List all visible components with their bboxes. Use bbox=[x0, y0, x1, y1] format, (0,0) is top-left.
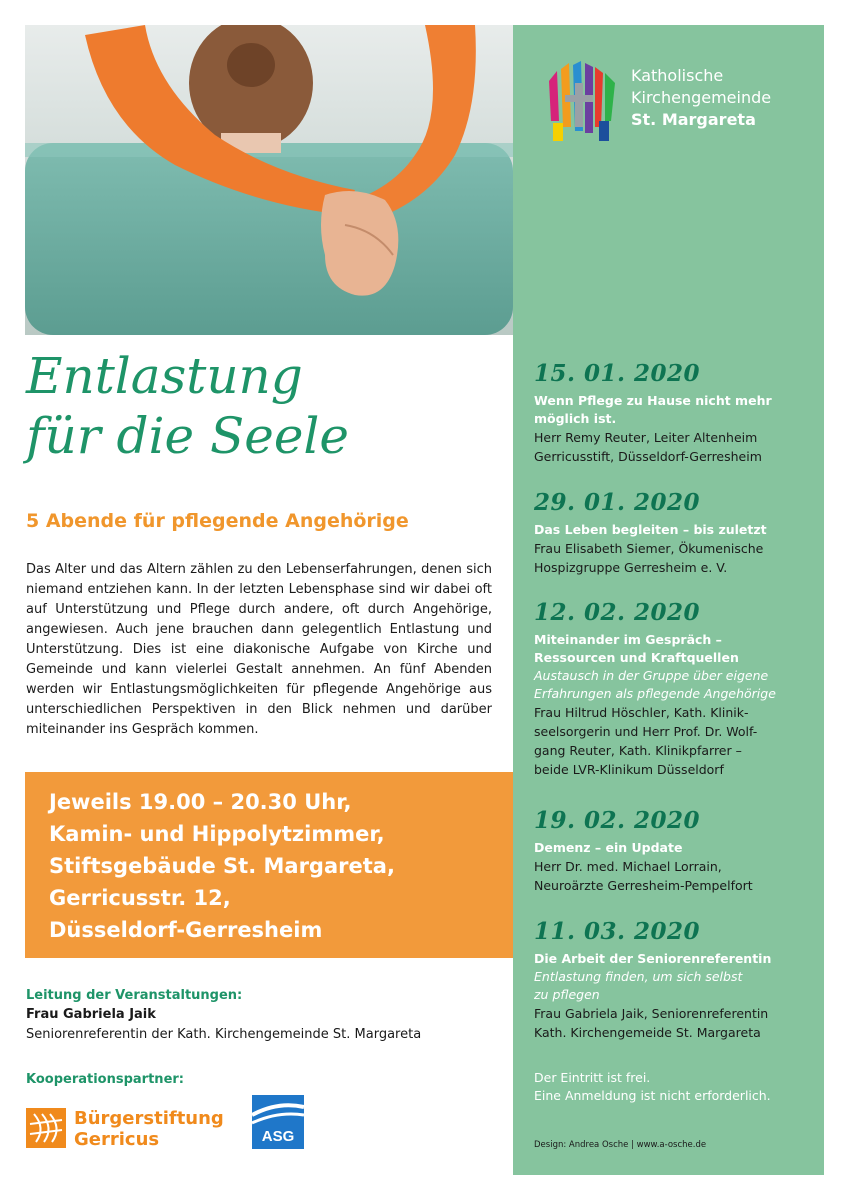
program-sidebar bbox=[513, 25, 824, 1175]
venue-box bbox=[25, 772, 513, 958]
event-title: Ressourcen und Kraftquellen bbox=[534, 650, 739, 665]
event-title: Das Leben begleiten – bis zuletzt bbox=[534, 522, 767, 537]
buergerstiftung-logo-icon bbox=[26, 1108, 66, 1148]
event-title: Wenn Pflege zu Hause nicht mehr bbox=[534, 393, 772, 408]
event-speaker: Frau Hiltrud Höschler, Kath. Klinik- bbox=[534, 705, 749, 720]
venue-room: Kamin- und Hippolytzimmer, bbox=[49, 822, 385, 846]
event-date: 15. 01. 2020 bbox=[534, 360, 701, 387]
design-credit: Design: Andrea Osche | www.a-osche.de bbox=[534, 1140, 707, 1150]
event-speaker: Frau Elisabeth Siemer, Ökumenische bbox=[534, 541, 764, 556]
event-title: Miteinander im Gespräch – bbox=[534, 632, 722, 647]
event-2 bbox=[534, 489, 819, 577]
header-photo bbox=[25, 25, 513, 335]
event-speaker: Herr Dr. med. Michael Lorrain, bbox=[534, 859, 722, 874]
event-3 bbox=[534, 599, 819, 779]
event-date: 11. 03. 2020 bbox=[534, 918, 701, 945]
event-4 bbox=[534, 807, 819, 895]
leitung-name: Frau Gabriela Jaik bbox=[26, 1007, 156, 1022]
admission-note bbox=[534, 1069, 819, 1105]
title-line-1: Entlastung bbox=[26, 347, 303, 405]
event-subtitle: Austausch in der Gruppe über eigene bbox=[534, 668, 769, 683]
photo-illustration bbox=[25, 25, 513, 335]
org-line-3: St. Margareta bbox=[631, 110, 756, 129]
event-5 bbox=[534, 918, 819, 1042]
event-speaker: Frau Gabriela Jaik, Seniorenreferentin bbox=[534, 1006, 769, 1021]
org-line-2: Kirchengemeinde bbox=[631, 88, 772, 107]
venue-time: Jeweils 19.00 – 20.30 Uhr, bbox=[49, 790, 352, 814]
event-date: 29. 01. 2020 bbox=[534, 489, 701, 516]
page-title bbox=[26, 346, 349, 466]
title-line-2: für die Seele bbox=[26, 407, 349, 465]
event-title: Demenz – ein Update bbox=[534, 840, 683, 855]
event-title: Die Arbeit der Seniorenreferentin bbox=[534, 951, 772, 966]
organization-name bbox=[631, 65, 771, 131]
page-subtitle: 5 Abende für pflegende Angehörige bbox=[26, 510, 409, 532]
event-speaker: Herr Remy Reuter, Leiter Altenheim bbox=[534, 430, 758, 445]
leitung-heading: Leitung der Veranstaltungen: bbox=[26, 988, 243, 1003]
event-date: 19. 02. 2020 bbox=[534, 807, 701, 834]
buergerstiftung-name bbox=[74, 1108, 224, 1150]
asg-logo-text: ASG bbox=[261, 1128, 295, 1145]
partners-heading: Kooperationspartner: bbox=[26, 1072, 184, 1087]
org-line-1: Katholische bbox=[631, 66, 724, 85]
admission-line-1: Der Eintritt ist frei. bbox=[534, 1070, 651, 1085]
event-speaker: seelsorgerin und Herr Prof. Dr. Wolf- bbox=[534, 724, 758, 739]
bg-line-2: Gerricus bbox=[74, 1129, 160, 1150]
venue-city: Düsseldorf-Gerresheim bbox=[49, 918, 323, 942]
asg-logo-icon bbox=[248, 1093, 308, 1151]
event-speaker: Neuroärzte Gerresheim-Pempelfort bbox=[534, 878, 753, 893]
event-1 bbox=[534, 360, 819, 466]
event-speaker: beide LVR-Klinikum Düsseldorf bbox=[534, 762, 724, 777]
event-subtitle: Entlastung finden, um sich selbst bbox=[534, 969, 743, 984]
venue-building: Stiftsgebäude St. Margareta, bbox=[49, 854, 395, 878]
event-speaker: Gerricusstift, Düsseldorf-Gerresheim bbox=[534, 449, 762, 464]
event-subtitle: zu pflegen bbox=[534, 987, 600, 1002]
parish-logo-icon bbox=[539, 61, 629, 145]
event-speaker: Kath. Kirchengemeide St. Margareta bbox=[534, 1025, 761, 1040]
event-date: 12. 02. 2020 bbox=[534, 599, 701, 626]
admission-line-2: Eine Anmeldung ist nicht erforderlich. bbox=[534, 1088, 771, 1103]
intro-text: Das Alter und das Altern zählen zu den Lebenserfahrungen, denen sich niemand entziehen kann. In der letzten Lebensphase sind wir dabei oft auf Unterstützung und Pflege durch andere, oft durch Angehörige, angewiesen. Auch jene brauchen dann gelegentlich Entlastung und Unterstützung. Dies ist eine diakonische Aufgabe von Kirche und Gemeinde und kann vielerlei Gestalt annehmen. An fünf Abenden werden wir Entlastungsmöglichkeiten für pflegende Angehörige aus unterschiedlichen Perspektiven in den Blick nehmen und darüber miteinander ins Gespräch kommen. bbox=[26, 562, 492, 737]
event-subtitle: Erfahrungen als pflegende Angehörige bbox=[534, 686, 776, 701]
bg-line-1: Bürgerstiftung bbox=[74, 1108, 224, 1129]
venue-street: Gerricusstr. 12, bbox=[49, 886, 231, 910]
event-title: möglich ist. bbox=[534, 411, 617, 426]
event-speaker: Hospizgruppe Gerresheim e. V. bbox=[534, 560, 728, 575]
event-speaker: gang Reuter, Kath. Klinikpfarrer – bbox=[534, 743, 742, 758]
leitung-role: Seniorenreferentin der Kath. Kirchengemeinde St. Margareta bbox=[26, 1027, 422, 1042]
